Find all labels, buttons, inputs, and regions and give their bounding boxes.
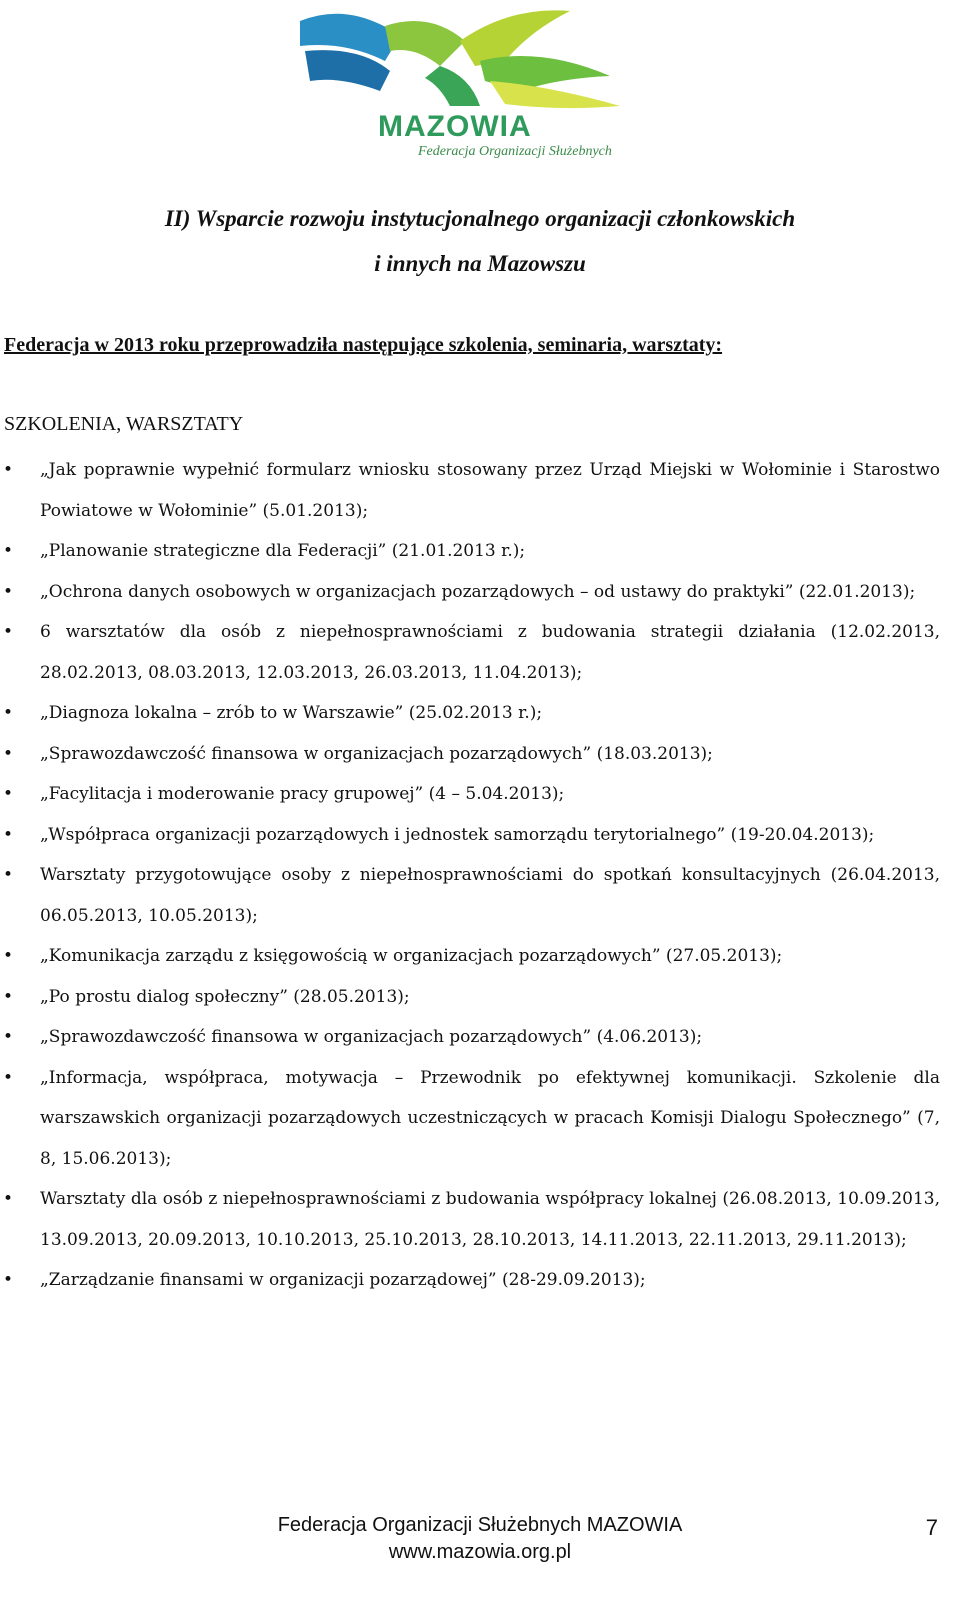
list-item [0,612,960,693]
bullet-icon: • [3,743,14,764]
list-item-text: 6 warsztatów dla osób z niepełnosprawnościami z budowania strategii działania (12.02.2013, 28.02.2013, 08.03.2013, 12.03.2013, 26.03.2013, 11.04.2013); [40,622,940,683]
footer-org: Federacja Organizacji Służebnych MAZOWIA [277,1514,683,1536]
list-item [0,572,960,613]
bullet-icon: • [3,581,14,602]
list-item [0,855,960,936]
list-item [0,1058,960,1180]
bullet-icon: • [3,1027,14,1047]
logo-subtitle: Federacja Organizacji Służebnych [418,144,612,159]
bullet-icon: • [3,1189,14,1209]
list-item-text: „Informacja, współpraca, motywacja – Przewodnik po efektywnej komunikacji. Szkolenie dla warszawskich organizacji pozarządowych uczestniczących w pracach Komisji Dialogu Społecznego” (7, 8, 15.06.2013); [40,1067,940,1169]
logo-title: MAZOWIA [378,110,532,143]
logo [290,6,630,159]
list-item-text: „Planowanie strategiczne dla Federacji” (21.01.2013 r.); [40,541,526,561]
heading-line-1: II) Wsparcie rozwoju instytucjonalnego organizacji członkowskich [164,206,796,231]
list-item-text: „Facylitacja i moderowanie pracy grupowej” (4 – 5.04.2013); [40,784,565,804]
bullet-icon: • [3,784,14,804]
logo-ribbon-graphic [290,6,630,116]
list-item-text: „Po prostu dialog społeczny” (28.05.2013); [40,986,410,1007]
bullet-icon: • [3,541,14,561]
bullet-icon: • [3,824,14,845]
list-item [0,815,960,856]
section-title: SZKOLENIA, WARSZTATY [4,413,244,435]
list-item-text: Warsztaty przygotowujące osoby z niepełnosprawnościami do spotkań konsultacyjnych (26.04.2013, 06.05.2013, 10.05.2013); [40,865,940,926]
list-item [0,1017,960,1058]
list-item [0,1179,960,1260]
bullet-icon: • [3,1067,14,1088]
list-item [0,734,960,775]
intro-text: Federacja w 2013 roku przeprowadziła następujące szkolenia, seminaria, warsztaty: [4,334,723,356]
list-item [0,450,960,531]
bullet-icon: • [3,946,14,966]
list-item [0,531,960,572]
list-item-text: „Zarządzanie finansami w organizacji pozarządowej” (28-29.09.2013); [40,1270,646,1290]
list-item-text: „Komunikacja zarządu z księgowością w organizacjach pozarządowych” (27.05.2013); [40,946,783,966]
bullet-icon: • [3,703,14,723]
bullet-icon: • [3,865,14,885]
list-item-text: „Sprawozdawczość finansowa w organizacjach pozarządowych” (4.06.2013); [40,1027,703,1047]
footer-url: www.mazowia.org.pl [388,1541,572,1563]
list-item-text: „Jak poprawnie wypełnić formularz wniosku stosowany przez Urząd Miejski w Wołominie i Starostwo Powiatowe w Wołominie” (5.01.2013); [40,460,940,521]
bullet-icon: • [3,986,14,1007]
heading-line-2: i innych na Mazowszu [374,251,586,276]
bullet-icon: • [3,1270,14,1290]
list-item-text: „Diagnoza lokalna – zrób to w Warszawie” (25.02.2013 r.); [40,703,543,723]
bullet-icon: • [3,460,14,480]
list-item-text: „Współpraca organizacji pozarządowych i jednostek samorządu terytorialnego” (19-20.04.2013); [40,824,875,845]
list-item-text: „Sprawozdawczość finansowa w organizacjach pozarządowych” (18.03.2013); [40,743,713,764]
list-item-text: „Ochrona danych osobowych w organizacjach pozarządowych – od ustawy do praktyki” (22.01.2013); [40,581,916,602]
training-list [0,450,960,1301]
bullet-icon: • [3,622,14,642]
list-item [0,936,960,977]
list-item [0,774,960,815]
list-item [0,1260,960,1301]
list-item [0,693,960,734]
list-item [0,977,960,1018]
page-number: 7 [925,1515,938,1540]
list-item-text: Warsztaty dla osób z niepełnosprawnościami z budowania współpracy lokalnej (26.08.2013, 10.09.2013, 13.09.2013, 20.09.2013, 10.10.2013, 25.10.2013, 28.10.2013, 14.11.2013, 22.11.2013, 29.11.2013); [40,1189,940,1250]
